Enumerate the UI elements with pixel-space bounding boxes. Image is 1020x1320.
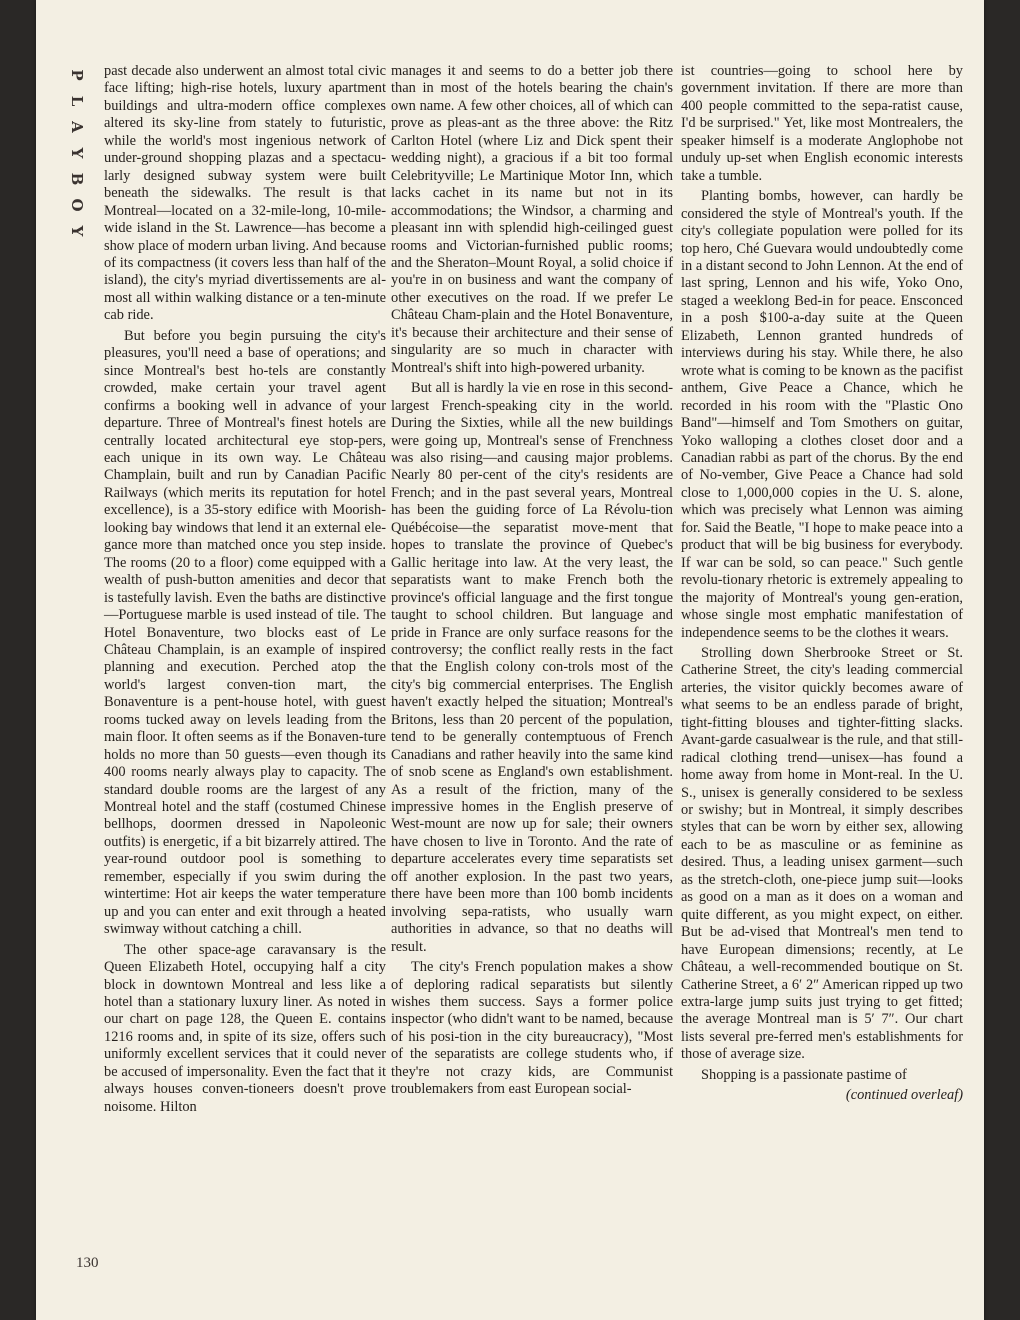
text-column-3 xyxy=(681,63,963,1108)
paragraph: past decade also underwent an almost total civic face lifting; high-rise hotels, luxury apartment buildings and ultra-modern office complexes altered its sky-line from stately to futuristic, while the world's most ingenious network of under-ground shopping plazas and a spectacu-larly designed subway system were built beneath the sidewalks. The result is that Montreal—located on a 32-mile-long, 10-mile-wide island in the St. Lawrence—has become a show place of modern urban living. And because of its compactness (it covers less than half of the island), the city's myriad divertissements are al-most all within walking distance or a ten-minute cab ride. xyxy=(104,63,386,324)
paragraph: The city's French population makes a show of deploring radical separatists but silently wishes them success. Says a former police inspector (who didn't want to be named, because of his posi-tion in the city bureaucracy), "Most of the separatists are college students who, if they're not crazy kids, are Communist troublemakers from east European social- xyxy=(391,959,673,1098)
paragraph: manages it and seems to do a better job there than in most of the hotels bearing the chain's own name. A few other choices, all of which can prove as pleas-ant as the three above: the Ritz Carlton Hotel (where Liz and Dick spent their wedding night), a gracious if a bit too formal Celebrityville; Le Martinique Motor Inn, which lacks cachet in its name but not in its accommodations; the Windsor, a charming and pleasant inn with splendid high-ceilinged guest rooms and Victorian-furnished public rooms; and the Sheraton–Mount Royal, a solid choice if you're in on business and want the company of other executives on the road. If we prefer Le Château Cham-plain and the Hotel Bonaventure, it's because their architecture and their sense of singularity are so much in character with Montreal's shift into high-powered urbanity. xyxy=(391,63,673,376)
sidebar-letter: Y xyxy=(68,147,86,159)
paragraph: But before you begin pursuing the city's pleasures, you'll need a base of operations; and since Montreal's best ho-tels are constantly crowded, make certain your travel agent confirms a booking well in advance of your departure. Three of Montreal's finest hotels are centrally located architectural eye stop-pers, each unique in its own way. Le Château Champlain, built and run by Canadian Pacific Railways (which merits its reputation for hotel excellence), is a 35-story edifice with Moorish-looking bay windows that lend it an external ele-gance more than matched once you step inside. The rooms (20 to a floor) come equipped with a wealth of push-button amenities and decor that is tastefully lavish. Even the baths are distinctive—Portuguese marble is used instead of tile. The Hotel Bonaventure, two blocks east of Le Château Champlain, is an example of inspired planning and execution. Perched atop the world's largest conven-tion mart, the Bonaventure is a pent-house hotel, with guest rooms tucked away on levels leading from the main floor. It often seems as if the Bonaven-ture holds no more than 50 guests—even though its 400 rooms nearly always play to capacity. The standard double rooms are the largest of any Montreal hotel and the staff (costumed Chinese bellhops, doormen dressed in Napoleonic outfits) is energetic, if a bit bizarrely attired. The year-round outdoor pool is something to remember, especially if you swim during the wintertime: Hot air keeps the water temperature up and you can enter and exit through a heated swimway without catching a chill. xyxy=(104,327,386,938)
sidebar-letter: Y xyxy=(68,225,86,237)
sidebar-letter: P xyxy=(68,69,86,81)
sidebar-letter: L xyxy=(68,95,86,107)
sidebar-letter: B xyxy=(68,172,86,186)
continued-note: (continued overleaf) xyxy=(845,1087,963,1104)
page-number: 130 xyxy=(76,1255,99,1271)
sidebar-letter: A xyxy=(68,121,86,133)
paragraph: Planting bombs, however, can hardly be considered the style of Montreal's youth. If the city's collegiate population were polled for its top hero, Ché Guevara would undoubtedly come in a distant second to John Lennon. At the end of last spring, Lennon and his wife, Yoko Ono, staged a weeklong Bed-in for peace. Ensconced in a posh $100-a-day suite at the Queen Elizabeth, Lennon granted hundreds of interviews during his stay. While there, he also wrote what is coming to be known as the pacifist anthem, Give Peace a Chance, which he recorded in his room with the "Plastic Ono Band"—himself and Tom Smothers on guitar, Yoko walloping a clothes closet door and a Canadian rabbi as part of the chorus. By the end of No-vember, Give Peace a Chance had sold close to 1,000,000 copies in the U. S. alone, which was precisely what Lennon was aiming for. Said the Beatle, "I hope to make peace into a product that will be big business for everybody. If war can be sold, so can peace." Such gentle revolu-tionary rhetoric is extremely appealing to the majority of Montreal's young gen-eration, whose single most emphatic manifestation of independence seems to be the clothes it wears. xyxy=(681,188,963,641)
sidebar-letter: O xyxy=(68,198,86,212)
paragraph: Shopping is a passionate pastime of xyxy=(701,1066,907,1083)
paragraph: Strolling down Sherbrooke Street or St. Catherine Street, the city's leading commercial arteries, the visitor quickly becomes aware of what seems to be an endless parade of bright, tight-fitting blouses and tighter-fitting slacks. Avant-garde casualwear is the rule, and that still-radical clothing trend—unisex—has found a home away from home in Mont-real. In the U. S., unisex is generally considered to be sexless or swishy; but in Montreal, it simply describes styles that can be worn by either sex, allowing each to be as masculine or as feminine as desired. Thus, a leading unisex garment—such as the stretch-cloth, one-piece jump suit—looks as good on a man as it does on a woman and quite different, as you might expect, on either. But be ad-vised that Montreal's men tend to have European dimensions; recently, at Le Château, a well-recommended boutique on St. Catherine Street, a 6′ 2″ American ripped up two extra-large jump suits just trying to get fitted; the average Montreal man is 5′ 7″. Our chart lists several pre-ferred men's establishments for those of average size. xyxy=(681,644,963,1063)
paragraph: But all is hardly la vie en rose in this second-largest French-speaking city in the world. During the Sixties, while all the new buildings were going up, Montreal's sense of Frenchness was also rising—and causing major problems. Nearly 80 per-cent of the city's residents are French; and in the past several years, Montreal has been the guiding force of La Révolu-tion Québécoise—the separatist move-ment that hopes to translate the province of Quebec's Gallic heritage into law. At the very least, the separatists want to make French both the province's official language and the first tongue taught to school children. But language and pride in France are only surface reasons for the controversy; the conflict really rests in the fact that the English colony con-trols most of the city's big commercial enterprises. The English haven't exactly helped the situation; Montreal's Britons, less than 20 percent of the population, tend to be generally contemptuous of French Canadians and rather heavily into the same kind of snob scene as England's own establishment. As a result of the friction, many of the impressive homes in the English preserve of West-mount are now up for sale; their owners have chosen to live in Toronto. And the rate of departure accelerates every time separatists set off another explosion. In the past two years, there have been more than 100 bomb incidents involving sepa-ratists, who usually warn authorities in advance, so that no deaths will result. xyxy=(391,380,673,955)
paragraph: ist countries—going to school here by government invitation. If there are more than 400 people committed to the sepa-ratist cause, I'd be surprised." Yet, like most Montrealers, the speaker himself is a moderate Anglophobe not unduly up-set when English economic interests take a tumble. xyxy=(681,63,963,184)
magazine-sidebar-title xyxy=(62,62,92,244)
text-column-1 xyxy=(104,63,386,1119)
text-column-2 xyxy=(391,63,673,1102)
paragraph: The other space-age caravansary is the Queen Elizabeth Hotel, occupying half a city block in downtown Montreal and less like a hotel than a stationary luxury liner. As noted in our chart on page 128, the Queen E. contains 1216 rooms and, in spite of its size, offers such uniformly excellent services that it could never be accused of impersonality. Even the fact that it always houses conven-tioneers doesn't prove noisome. Hilton xyxy=(104,941,386,1115)
